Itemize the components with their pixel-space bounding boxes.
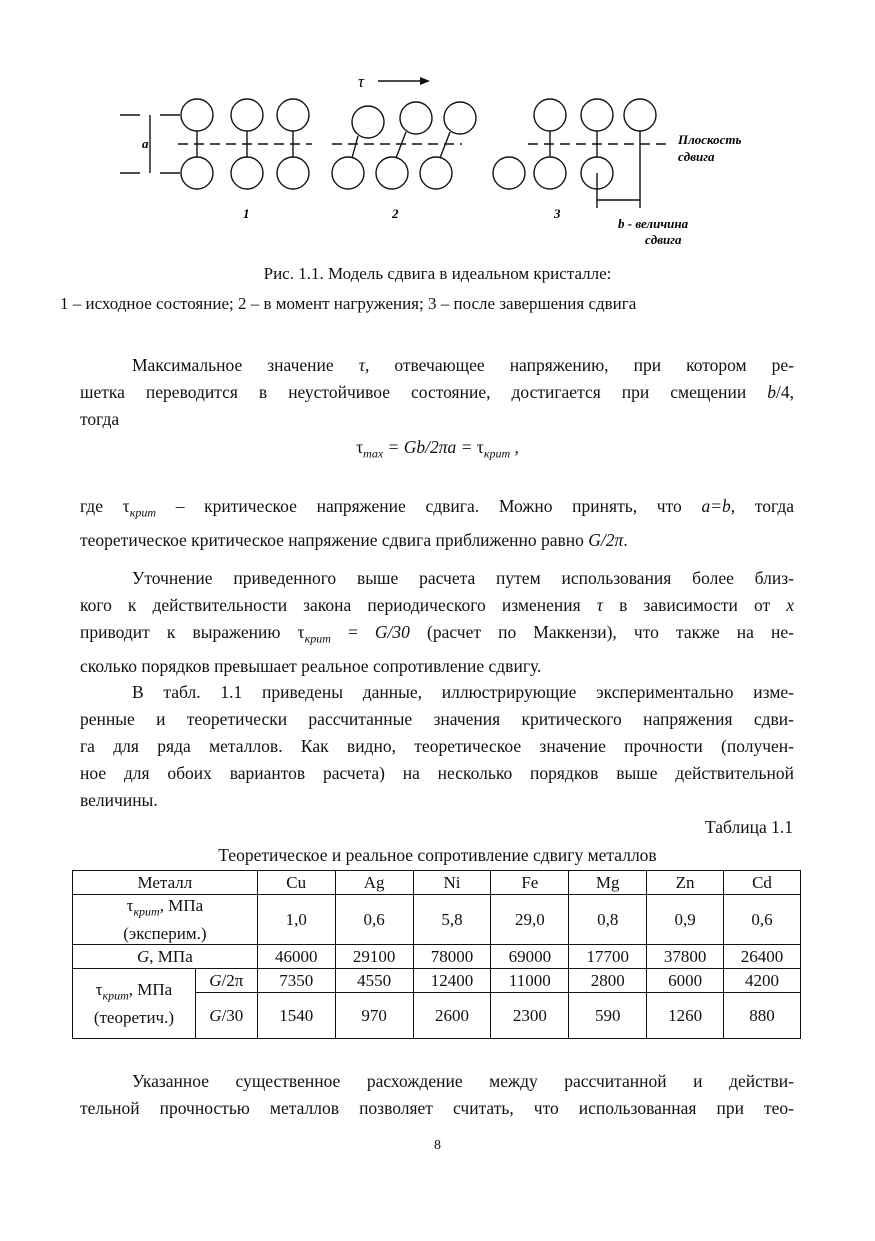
header-ag: Ag (335, 871, 413, 895)
table-cell: 11000 (491, 969, 569, 993)
table-cell: 17700 (569, 945, 647, 969)
tau-label: τ (358, 72, 365, 91)
table-cell: 78000 (413, 945, 491, 969)
table-cell: 7350 (257, 969, 335, 993)
atom (277, 157, 309, 189)
table-cell: 2300 (491, 993, 569, 1039)
atom (332, 157, 364, 189)
table-cell: 26400 (724, 945, 801, 969)
atom (277, 99, 309, 131)
table-cell: 29100 (335, 945, 413, 969)
header-cd: Cd (724, 871, 801, 895)
table-cell: 29,0 (491, 895, 569, 945)
row-sublabel-g2pi: G/2π (195, 969, 257, 993)
table-cell: 880 (724, 993, 801, 1039)
table-cell: 6000 (647, 969, 724, 993)
header-ni: Ni (413, 871, 491, 895)
atom (376, 157, 408, 189)
a-label: a (142, 136, 149, 151)
atom (444, 102, 476, 134)
page-number: 8 (434, 1138, 441, 1153)
shear-plane-label-line2: сдвига (678, 149, 715, 164)
atom (352, 106, 384, 138)
atom (420, 157, 452, 189)
table-cell: 69000 (491, 945, 569, 969)
row-label-g: G, МПа (73, 945, 258, 969)
paragraph-5: Указанное существенное расхождение между рассчитанной и действи- тельной прочностью металлов позволяет считать, что использованная при тео- (80, 1071, 794, 1118)
table-header-row (73, 871, 801, 895)
table-cell: 37800 (647, 945, 724, 969)
table-cell: 4550 (335, 969, 413, 993)
figure-caption-line2: 1 – исходное состояние; 2 – в момент нагружения; 3 – после завершения сдвига (60, 294, 637, 313)
table-cell: 0,6 (724, 895, 801, 945)
table-cell: 0,8 (569, 895, 647, 945)
atom (624, 99, 656, 131)
paragraph-2: где $\tau_{крит}$ – критическое напряжение сдвига. Можно принять, что a=b, тогда теоретическое критическое напряжение сдвига приближенно равно G/2π. (80, 496, 794, 550)
atom (581, 99, 613, 131)
paragraph-1: Максимальное значение τ, отвечающее напряжению, при котором ре- шетка переводится в неустойчивое состояние, достигается при смещении b/4, тогда (80, 355, 795, 429)
table-label: Таблица 1.1 (705, 817, 793, 837)
row-label-theoretical: $\tau_{крит}$, МПа (теоретич.) (73, 969, 196, 1039)
atom (181, 99, 213, 131)
shear-plane-label: Плоскость (678, 132, 742, 147)
header-zn: Zn (647, 871, 724, 895)
table-cell: 12400 (413, 969, 491, 993)
table-cell: 1540 (257, 993, 335, 1039)
table-cell: 0,6 (335, 895, 413, 945)
paragraph-4: В табл. 1.1 приведены данные, иллюстрирующие экспериментально изме- ренные и теоретически рассчитанные значения критического напряжения сдви- га для ряда металлов. Как видно, теоретическое значение прочности (получен- ное для обоих вариантов расчета) на несколько порядков выше действительной величины. (80, 682, 794, 810)
header-mg: Mg (569, 871, 647, 895)
row-label-experimental: $\tau_{крит}$, МПа (эксперим.) (73, 895, 258, 945)
atom (534, 157, 566, 189)
table-cell: 970 (335, 993, 413, 1039)
state-number-1: 1 (243, 206, 250, 221)
table-cell: 1260 (647, 993, 724, 1039)
table-row-experimental (73, 895, 801, 945)
table-cell: 2800 (569, 969, 647, 993)
header-cu: Cu (257, 871, 335, 895)
state-number-2: 2 (392, 206, 399, 221)
table-cell: 2600 (413, 993, 491, 1039)
atom (534, 99, 566, 131)
table-title: Теоретическое и реальное сопротивление сдвигу металлов (218, 845, 657, 865)
header-metal: Металл (73, 871, 258, 895)
atom (493, 157, 525, 189)
shear-resistance-table (72, 870, 801, 1039)
paragraph-3: Уточнение приведенного выше расчета путем использования более близ- кого к действительности закона периодического изменения τ в зависимости от x приводит к выражению $\tau_{крит} = G/30$ (расчет по Маккензи), что также на не- сколько порядков превышает реальное сопротивление сдвигу. (80, 568, 794, 676)
atom (181, 157, 213, 189)
table-row-theoretical-g2pi (73, 969, 801, 993)
shear-magnitude-label: b - величина (618, 216, 689, 231)
shear-magnitude-label-line2: сдвига (645, 232, 682, 247)
figure-caption-line1: Рис. 1.1. Модель сдвига в идеальном кристалле: (263, 264, 612, 283)
table-cell: 5,8 (413, 895, 491, 945)
table-cell: 1,0 (257, 895, 335, 945)
atom (231, 99, 263, 131)
atom (400, 102, 432, 134)
header-fe: Fe (491, 871, 569, 895)
state-number-3: 3 (554, 206, 561, 221)
table-cell: 4200 (724, 969, 801, 993)
atom (231, 157, 263, 189)
row-sublabel-g30: G/30 (195, 993, 257, 1039)
table-row-shear-modulus (73, 945, 801, 969)
table-cell: 590 (569, 993, 647, 1039)
formula-tau-max: $\tau_{max} = Gb/2\pi a = \tau_{крит}$ , (356, 437, 519, 461)
table-cell: 0,9 (647, 895, 724, 945)
shear-model-figure (100, 60, 742, 260)
table-cell: 46000 (257, 945, 335, 969)
